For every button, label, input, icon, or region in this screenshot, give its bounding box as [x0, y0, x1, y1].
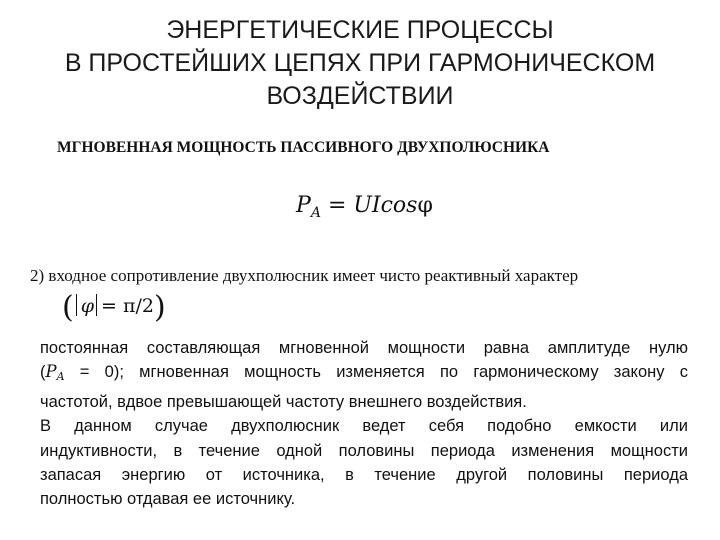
body-line-2-open: (: [40, 363, 46, 382]
condition-text: 2) входное сопротивление двухполюсник имеет чисто реактивный характер: [30, 266, 579, 285]
body-line-7: полностью отдавая ее источнику.: [40, 490, 296, 509]
power-formula: [296, 193, 433, 221]
body-line-4: В данном случае двухполюсник ведет себя подобно емкости или: [40, 417, 688, 436]
abs-bar-right: [96, 294, 97, 316]
formula2-phi: φ: [80, 295, 95, 317]
body-line-1: постоянная составляющая мгновенной мощности равна амплитуде нулю: [40, 339, 688, 357]
body-paragraph: [40, 336, 688, 512]
slide-title: [0, 14, 720, 113]
formula-lhs-sub: A: [310, 205, 321, 221]
body-line-2-pa: [45, 362, 65, 384]
phase-formula: [62, 290, 166, 325]
formula-lhs: P: [296, 193, 311, 218]
formula2-close-paren: ): [153, 290, 166, 325]
body-line-6: запасая энергию от источника, в течение другой половины периода: [40, 466, 688, 485]
body-line-5: индуктивности, в течение одной половины периода изменения мощности: [40, 441, 688, 460]
formula2-rest: = π/2: [101, 295, 154, 317]
title-line-2: В ПРОСТЕЙШИХ ЦЕПЯХ ПРИ ГАРМОНИЧЕСКОМ: [64, 49, 656, 77]
title-line-3: ВОЗДЕЙСТВИИ: [266, 82, 454, 110]
pa-subscript: A: [56, 370, 65, 384]
body-line-2: [40, 360, 688, 389]
body-line-2-text: = 0); мгновенная мощность изменяется по гармоническому закону с: [64, 363, 688, 382]
title-line-1: ЭНЕРГЕТИЧЕСКИЕ ПРОЦЕССЫ: [166, 16, 554, 44]
formula2-open-paren: (: [62, 290, 74, 325]
formula-rhs: UIcos: [353, 193, 418, 218]
pa-symbol: P: [45, 362, 57, 382]
formula-equals: =: [327, 193, 347, 218]
section-heading: МГНОВЕННАЯ МОЩНОСТЬ ПАССИВНОГО ДВУХПОЛЮСНИКА: [57, 139, 550, 156]
abs-bar-left: [76, 294, 77, 316]
formula-phi: φ: [417, 193, 433, 218]
body-line-3: частотой, вдвое превышающей частоту внешнего воздействия.: [40, 392, 527, 411]
